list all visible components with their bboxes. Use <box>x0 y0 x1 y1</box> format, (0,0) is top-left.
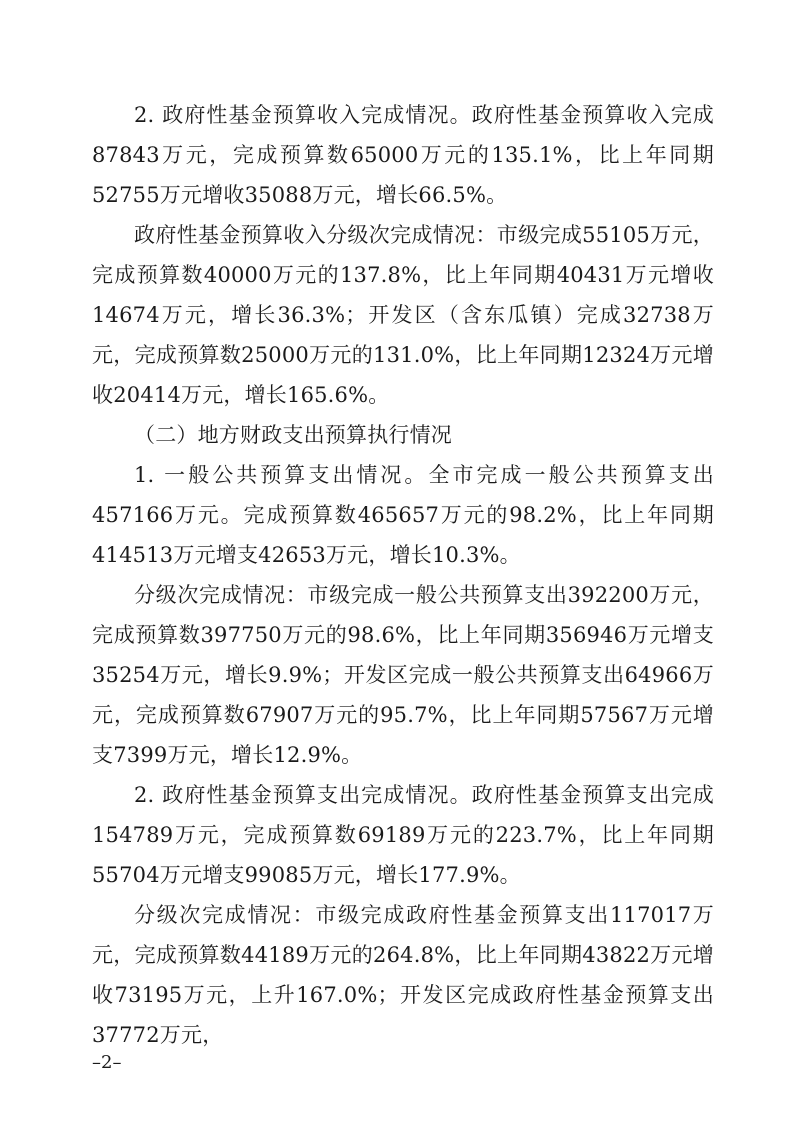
paragraph-general-expenditure-by-level: 分级次完成情况：市级完成一般公共预算支出392200万元，完成预算数397750万元的98.6%，比上年同期356946万元增支35254万元，增长9.9%；开发区完成一般公共预算支出64966万元，完成预算数67907万元的95.7%，比上年同期57567万元增支7399万元，增长12.9%。 <box>92 583 714 767</box>
paragraph-fund-expenditure-by-level: 分级次完成情况：市级完成政府性基金预算支出117017万元，完成预算数44189万元的264.8%，比上年同期43822万元增收73195万元，上升167.0%；开发区完成政府性基金预算支出37772万元， <box>92 903 714 1047</box>
paragraph-general-expenditure: 1. 一般公共预算支出情况。全市完成一般公共预算支出457166万元。完成预算数465657万元的98.2%，比上年同期414513万元增支42653万元，增长10.3%。 <box>92 463 714 567</box>
section-heading-expenditure: （二）地方财政支出预算执行情况 <box>134 423 452 447</box>
page-number: –2– <box>92 1052 122 1073</box>
paragraph-fund-expenditure: 2. 政府性基金预算支出完成情况。政府性基金预算支出完成154789万元，完成预算数69189万元的223.7%，比上年同期55704万元增支99085万元，增长177.9%。 <box>92 783 714 887</box>
paragraph-fund-revenue-by-level: 政府性基金预算收入分级次完成情况：市级完成55105万元，完成预算数40000万元的137.8%，比上年同期40431万元增收14674万元，增长36.3%；开发区（含东瓜镇）完成32738万元，完成预算数25000万元的131.0%，比上年同期12324万元增收20414万元，增长165.6%。 <box>92 223 714 407</box>
document-body <box>92 95 714 1055</box>
paragraph-fund-revenue: 2. 政府性基金预算收入完成情况。政府性基金预算收入完成87843万元，完成预算数65000万元的135.1%，比上年同期52755万元增收35088万元，增长66.5%。 <box>92 103 714 207</box>
